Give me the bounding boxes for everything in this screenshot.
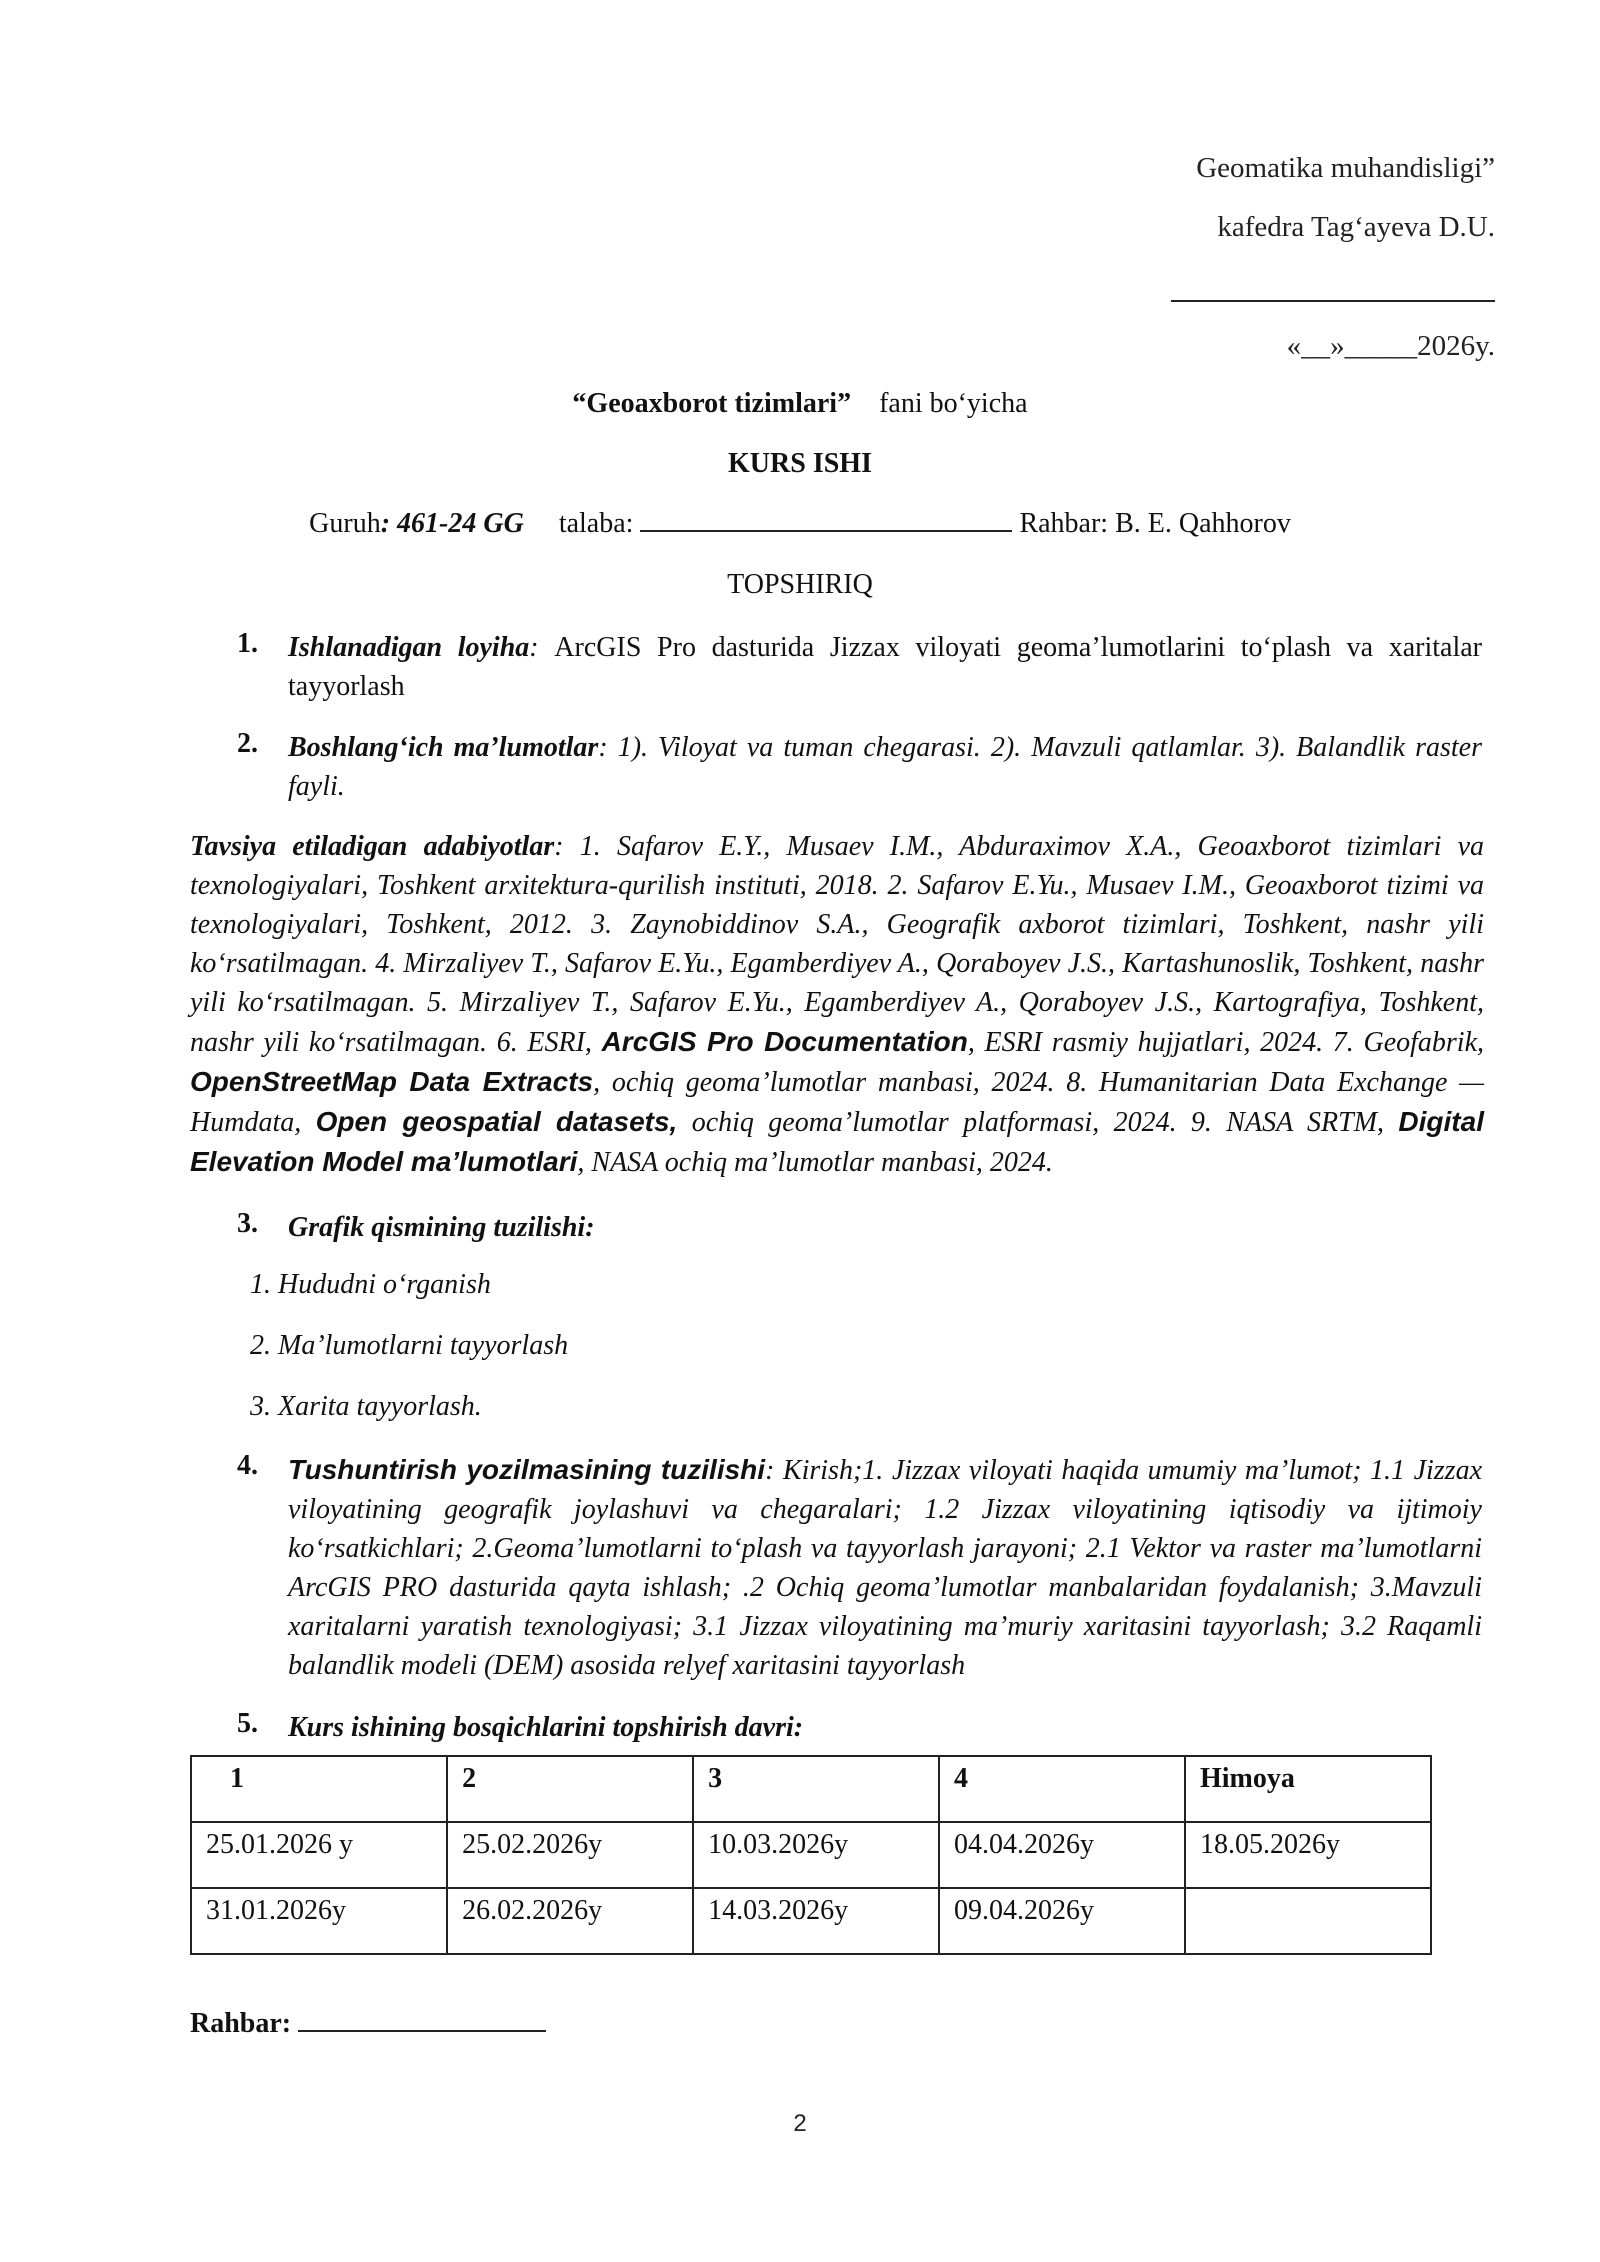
table-header-cell: Himoya <box>1185 1756 1431 1822</box>
literature-text-5: , NASA ochiq ma’lumotlar manbasi, 2024. <box>577 1147 1053 1178</box>
table-cell: 18.05.2026y <box>1185 1822 1431 1888</box>
group-label: Guruh <box>309 508 381 539</box>
item-2-number: 2. <box>237 728 258 759</box>
graphic-subitem-3: 3. Xarita tayyorlash. <box>250 1391 482 1422</box>
table-cell: 14.03.2026y <box>693 1888 939 1954</box>
table-header-row <box>191 1756 1431 1822</box>
recommended-literature <box>190 827 1484 1182</box>
table-header-cell: 1 <box>191 1756 447 1822</box>
group-student-line <box>0 508 1600 540</box>
item-5-label: Kurs ishining bosqichlarini topshirish davri: <box>288 1712 804 1743</box>
subject-name: “Geoaxborot tizimlari” <box>572 388 852 419</box>
department-head-line: kafedra Tag‘ayeva D.U. <box>1217 211 1495 243</box>
literature-text-1: : 1. Safarov E.Y., Musaev I.M., Abduraximov X.A., Geoaxborot tizimlari va texnologiyalari, Toshkent arxitektura-qurilish instituti, 2018. 2. Safarov E.Yu., Musaev I.M., Geoaxborot tizimi va texnologiyalari, Toshkent, 2012. 3. Zaynobiddinov S.A., Geografik axborot tizimlari, Toshkent, nashr yili ko‘rsatilmagan. 4. Mirzaliyev T., Safarov E.Yu., Egamberdiyev A., Qoraboyev J.S., Kartashunoslik, Toshkent, nashr yili ko‘rsatilmagan. 5. Mirzaliyev T., Safarov E.Yu., Egamberdiyev A., Qoraboyev J.S., Kartografiya, Toshkent, nashr yili ko‘rsatilmagan. 6. ESRI, <box>190 831 1485 1058</box>
literature-label: Tavsiya etiladigan adabiyotlar <box>190 831 555 862</box>
item-3-label: Grafik qismining tuzilishi: <box>288 1212 595 1243</box>
table-header-cell: 2 <box>447 1756 693 1822</box>
table-cell: 25.02.2026y <box>447 1822 693 1888</box>
item-1-number: 1. <box>237 628 258 659</box>
literature-text-3: , ochiq geoma’lumotlar manbasi, 2024. 8. Humanitarian Data Exchange — Humdata, <box>190 1067 1484 1138</box>
table-cell: 04.04.2026y <box>939 1822 1185 1888</box>
table-cell: 26.02.2026y <box>447 1888 693 1954</box>
doc-type-title: KURS ISHI <box>728 448 872 479</box>
item-1-label: Ishlanadigan loyiha <box>288 632 530 663</box>
approval-date: «__»_____2026y. <box>1286 330 1495 362</box>
item-4-number: 4. <box>237 1450 258 1481</box>
schedule-table <box>190 1755 1432 1955</box>
table-header-cell: 3 <box>693 1756 939 1822</box>
task-title: TOPSHIRIQ <box>727 569 873 600</box>
table-header-cell: 4 <box>939 1756 1185 1822</box>
page-number: 2 <box>793 2110 807 2137</box>
supervisor-signature <box>190 2008 546 2040</box>
item-1-text: ArcGIS Pro dasturida Jizzax viloyati geoma’lumotlarini to‘plash va xaritalar tayyorlash <box>288 632 1483 702</box>
item-2-text: : 1). Viloyat va tuman chegarasi. 2). Mavzuli qatlamlar. 3). Balandlik raster fayli. <box>288 732 1482 802</box>
literature-bold-3: Open geospatial datasets, <box>315 1106 678 1137</box>
graphic-subitem-2: 2. Ma’lumotlarni tayyorlash <box>250 1330 569 1361</box>
item-5-number: 5. <box>237 1708 258 1739</box>
literature-bold-4: Digital Elevation Model ma’lumotlari <box>190 1106 1484 1177</box>
item-4-label: Tushuntirish yozilmasining tuzilishi <box>288 1454 766 1485</box>
table-row <box>191 1888 1431 1954</box>
literature-text-2: , ESRI rasmiy hujjatlari, 2024. 7. Geofabrik, <box>967 1027 1485 1058</box>
literature-text-4: ochiq geoma’lumotlar platformasi, 2024. 9. NASA SRTM, <box>677 1107 1399 1138</box>
item-2-label: Boshlang‘ich ma’lumotlar <box>288 732 599 763</box>
table-cell: 09.04.2026y <box>939 1888 1185 1954</box>
table-cell: 10.03.2026y <box>693 1822 939 1888</box>
table-cell: 25.01.2026 y <box>191 1822 447 1888</box>
literature-bold-2: OpenStreetMap Data Extracts <box>190 1066 594 1097</box>
item-1-colon: : <box>529 632 555 663</box>
student-label: talaba: <box>558 508 634 539</box>
table-cell: 31.01.2026y <box>191 1888 447 1954</box>
graphic-subitem-1: 1. Hududni o‘rganish <box>250 1269 491 1300</box>
subject-line <box>0 388 1600 420</box>
subject-suffix: fani bo‘yicha <box>879 388 1028 419</box>
supervisor-signature-label: Rahbar: <box>190 2008 292 2039</box>
table-cell <box>1185 1888 1431 1954</box>
item-3-number: 3. <box>237 1208 258 1239</box>
group-value: : 461-24 GG <box>380 508 524 539</box>
literature-bold-1: ArcGIS Pro Documentation <box>601 1026 968 1057</box>
student-name-blank <box>640 530 1012 532</box>
table-row <box>191 1822 1431 1888</box>
item-4-text: : Kirish;1. Jizzax viloyati haqida umumiy ma’lumot; 1.1 Jizzax viloyatining geografik joylashuvi va chegaralari; 1.2 Jizzax viloyatining iqtisodiy va ijtimoiy ko‘rsatkichlari; 2.Geoma’lumotlarni to‘plash va tayyorlash jarayoni; 2.1 Vektor va raster ma’lumotlarni ArcGIS PRO dasturida qayta ishlash; .2 Ochiq geoma’lumotlar manbalaridan foydalanish; 3.Mavzuli xaritalarni yaratish texnologiyasi; 3.1 Jizzax viloyatining ma’muriy xaritasini tayyorlash; 3.2 Raqamli balandlik modeli (DEM) asosida relyef xaritasini tayyorlash <box>288 1455 1482 1681</box>
department-line: Geomatika muhandisligi” <box>1196 152 1495 184</box>
approval-signature-line <box>1171 300 1495 302</box>
supervisor-signature-blank <box>298 2030 546 2032</box>
supervisor-name: Rahbar: B. E. Qahhorov <box>1019 508 1291 539</box>
